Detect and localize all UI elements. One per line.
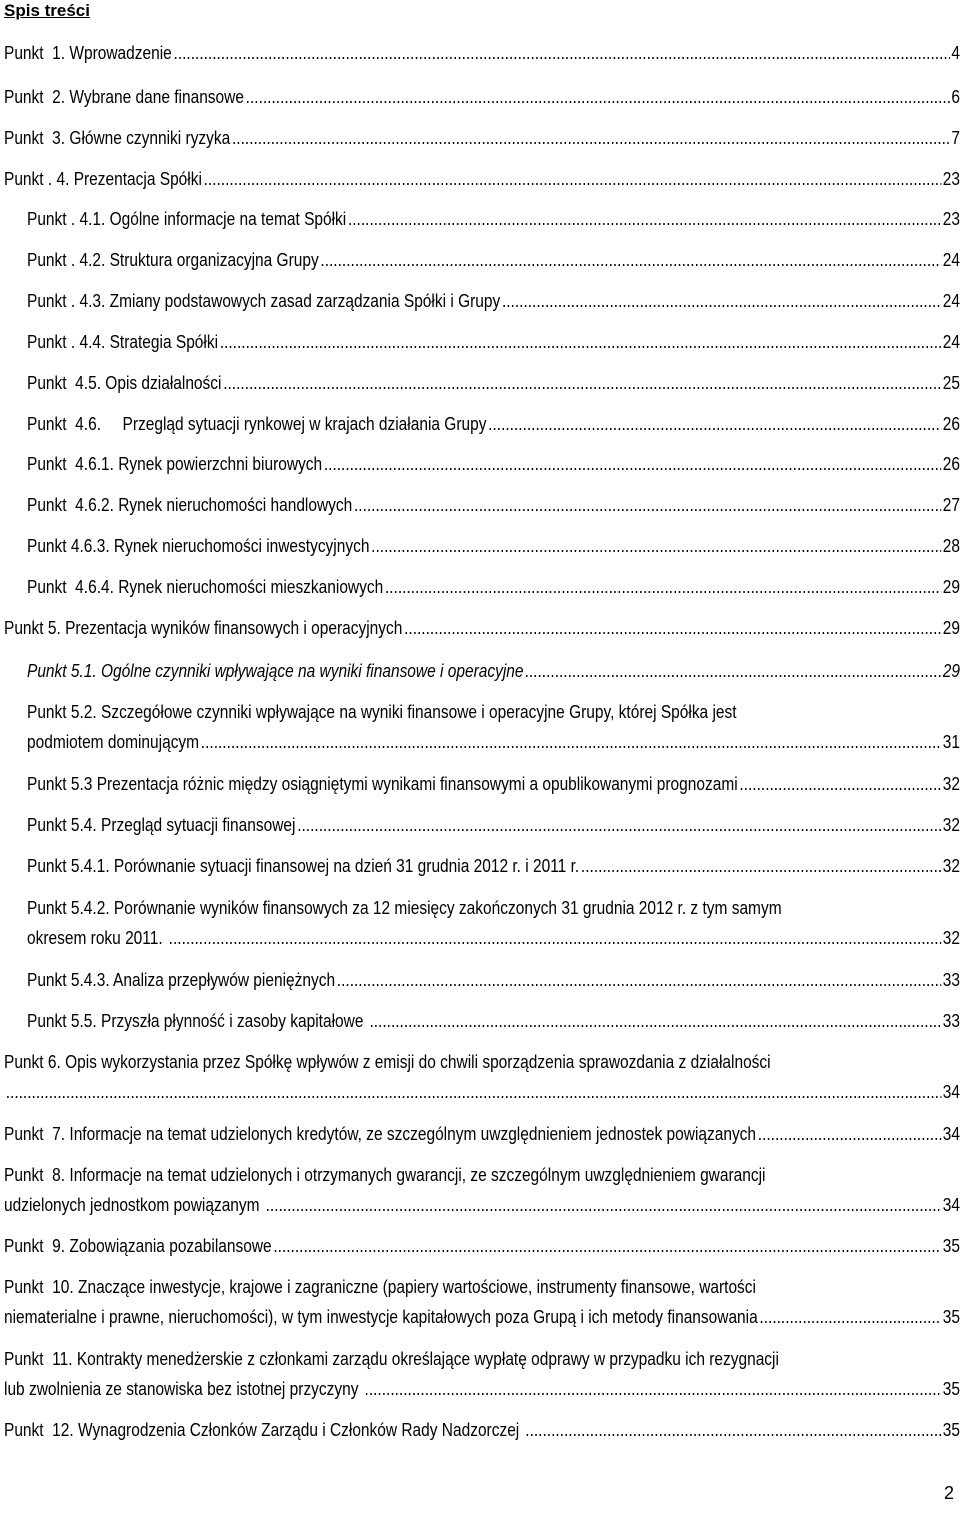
dot-leader xyxy=(502,286,941,316)
dot-leader xyxy=(337,965,941,995)
dot-leader xyxy=(348,204,941,234)
toc-page-number: 7 xyxy=(951,128,960,148)
toc-entry[interactable] xyxy=(27,204,960,234)
dot-leader xyxy=(404,613,941,643)
toc-entry[interactable] xyxy=(27,490,960,520)
toc-entry-title: Punkt 7. Informacje na temat udzielonych kredytów, ze szczególnym uwzględnieniem jednostek powiązanych xyxy=(4,1124,757,1144)
toc-page-number: 25 xyxy=(942,373,960,393)
toc-entry-title: Punkt 5.4. Przegląd sytuacji finansowej xyxy=(27,815,296,835)
toc-entry[interactable] xyxy=(4,123,960,153)
toc-page-number: 34 xyxy=(942,1195,960,1215)
toc-entry-title: Punkt 5.1. Ogólne czynniki wpływające na wyniki finansowe i operacyjne xyxy=(27,661,524,681)
toc-entry[interactable] xyxy=(27,893,960,953)
toc-entry[interactable] xyxy=(27,656,960,686)
dot-leader xyxy=(324,449,941,479)
toc-entry[interactable] xyxy=(4,1344,960,1404)
toc-entry[interactable] xyxy=(27,769,960,799)
toc-entry[interactable] xyxy=(4,38,960,68)
toc-entry-title: niematerialne i prawne, nieruchomości), w tym inwestycje kapitałowych poza Grupą i ich metody finansowania xyxy=(4,1307,758,1327)
toc-page-number: 34 xyxy=(942,1124,960,1144)
toc-page-number: 28 xyxy=(942,536,960,556)
page-number: 2 xyxy=(943,1483,954,1503)
toc-page-number: 34 xyxy=(942,1082,960,1102)
dot-leader xyxy=(385,572,941,602)
toc-page-number: 4 xyxy=(951,43,960,63)
toc-entry[interactable] xyxy=(4,1047,960,1107)
toc-entry-title: Punkt . 4.3. Zmiany podstawowych zasad zarządzania Spółki i Grupy xyxy=(27,291,501,311)
dot-leader xyxy=(204,164,941,194)
dot-leader xyxy=(525,1415,941,1445)
toc-entry[interactable] xyxy=(27,409,960,439)
dot-leader xyxy=(297,810,941,840)
toc-entry[interactable] xyxy=(27,327,960,357)
toc-page-number: 29 xyxy=(942,618,960,638)
toc-page-number: 33 xyxy=(942,970,960,990)
toc-entry-title: Punkt 5.2. Szczegółowe czynniki wpływające na wyniki finansowe i operacyjne Grupy, której Spółka jest xyxy=(27,702,737,722)
dot-leader xyxy=(273,1231,941,1261)
toc-page-number: 24 xyxy=(942,291,960,311)
toc-page-number: 6 xyxy=(951,87,960,107)
toc-entry-title: udzielonych jednostkom powiązanym xyxy=(4,1195,264,1215)
dot-leader xyxy=(201,727,941,757)
toc-entry-title: Punkt 2. Wybrane dane finansowe xyxy=(4,87,244,107)
toc-entry[interactable] xyxy=(4,82,960,112)
toc-page-number: 27 xyxy=(942,495,960,515)
dot-leader xyxy=(525,656,941,686)
toc-entry-title: Punkt 12. Wynagrodzenia Członków Zarządu i Członków Rady Nadzorczej xyxy=(4,1420,524,1440)
dot-leader xyxy=(488,409,941,439)
toc-entry-title: Punkt . 4.4. Strategia Spółki xyxy=(27,332,219,352)
toc-entry-title: Punkt 4.6. Przegląd sytuacji rynkowej w krajach działania Grupy xyxy=(27,414,487,434)
toc-page-number: 32 xyxy=(942,928,960,948)
toc-entry-title: Punkt 1. Wprowadzenie xyxy=(4,43,172,63)
dot-leader xyxy=(354,490,941,520)
dot-leader xyxy=(371,531,941,561)
toc-entry[interactable] xyxy=(4,1231,960,1261)
toc-entry-title: Punkt 5.5. Przyszła płynność i zasoby kapitałowe xyxy=(27,1011,368,1031)
toc-entry[interactable] xyxy=(4,1119,960,1149)
toc-page-number: 31 xyxy=(942,732,960,752)
toc-entry[interactable] xyxy=(27,449,960,479)
toc-entry-title: Punkt 4.5. Opis działalności xyxy=(27,373,222,393)
dot-leader xyxy=(365,1374,942,1404)
toc-entry-title: Punkt 8. Informacje na temat udzielonych i otrzymanych gwarancji, ze szczególnym uwzględnieniem gwarancji xyxy=(4,1165,766,1185)
toc-entry-title: Punkt 11. Kontrakty menedżerskie z członkami zarządu określające wypłatę odprawy w przypadku ich rezygnacji xyxy=(4,1349,779,1369)
dot-leader xyxy=(758,1119,941,1149)
toc-page-number: 32 xyxy=(942,856,960,876)
toc-page-number: 24 xyxy=(942,250,960,270)
toc-entry[interactable] xyxy=(27,1006,960,1036)
dot-leader xyxy=(369,1006,941,1036)
toc-entry[interactable] xyxy=(27,697,960,757)
dot-leader xyxy=(246,82,950,112)
toc-entry[interactable] xyxy=(27,851,960,881)
toc-entry-title: Punkt 4.6.4. Rynek nieruchomości mieszkaniowych xyxy=(27,577,384,597)
toc-entry-title: Punkt 4.6.3. Rynek nieruchomości inwestycyjnych xyxy=(27,536,370,556)
toc-entry-title: Punkt . 4.2. Struktura organizacyjna Grupy xyxy=(27,250,319,270)
toc-page-number: 23 xyxy=(942,209,960,229)
toc-entry[interactable] xyxy=(27,572,960,602)
dot-leader xyxy=(581,851,941,881)
toc-entry-title: Punkt 5.4.1. Porównanie sytuacji finansowej na dzień 31 grudnia 2012 r. i 2011 r. xyxy=(27,856,580,876)
dot-leader xyxy=(174,38,950,68)
dot-leader xyxy=(739,769,941,799)
toc-entry-title: podmiotem dominującym xyxy=(27,732,200,752)
toc-entry[interactable] xyxy=(4,1160,960,1220)
dot-leader xyxy=(6,1077,941,1107)
toc-entry-title: Punkt 3. Główne czynniki ryzyka xyxy=(4,128,231,148)
dot-leader xyxy=(223,368,941,398)
toc-entry-title: okresem roku 2011. xyxy=(27,928,167,948)
toc-page-number: 35 xyxy=(942,1379,960,1399)
toc-entry[interactable] xyxy=(4,613,960,643)
toc-entry[interactable] xyxy=(27,286,960,316)
toc-entry-title: Punkt 9. Zobowiązania pozabilansowe xyxy=(4,1236,272,1256)
toc-page-number: 26 xyxy=(942,414,960,434)
toc-entry[interactable] xyxy=(4,1415,960,1445)
toc-entry-title: Punkt . 4.1. Ogólne informacje na temat Spółki xyxy=(27,209,347,229)
toc-page-number: 35 xyxy=(942,1307,960,1327)
toc-entry[interactable] xyxy=(27,368,960,398)
toc-page-number: 33 xyxy=(942,1011,960,1031)
toc-entry[interactable] xyxy=(27,965,960,995)
toc-page-number: 32 xyxy=(942,815,960,835)
toc-entry-title: Punkt 5.4.2. Porównanie wyników finansowych za 12 miesięcy zakończonych 31 grudnia 2012 r. z tym samym xyxy=(27,898,782,918)
toc-page-number: 29 xyxy=(942,661,960,681)
toc-page-number: 32 xyxy=(942,774,960,794)
toc-page-number: 26 xyxy=(942,454,960,474)
dot-leader xyxy=(320,245,941,275)
dot-leader xyxy=(220,327,941,357)
toc-entry-title: Punkt 5.4.3. Analiza przepływów pieniężnych xyxy=(27,970,336,990)
toc-entry[interactable] xyxy=(27,531,960,561)
toc-entry-title: Punkt . 4. Prezentacja Spółki xyxy=(4,169,202,189)
dot-leader xyxy=(169,923,941,953)
toc-page-number: 35 xyxy=(942,1236,960,1256)
toc-entry-title: Punkt 5.3 Prezentacja różnic między osiągniętymi wynikami finansowymi a opublikowanymi prognozami xyxy=(27,774,738,794)
dot-leader xyxy=(759,1302,941,1332)
toc-entry-title: Punkt 5. Prezentacja wyników finansowych i operacyjnych xyxy=(4,618,403,638)
toc-entry-title: Punkt 4.6.2. Rynek nieruchomości handlowych xyxy=(27,495,353,515)
toc-entry[interactable] xyxy=(27,810,960,840)
toc-page-number: 35 xyxy=(942,1420,960,1440)
toc-entry[interactable] xyxy=(27,245,960,275)
toc-entry-title: Punkt 10. Znaczące inwestycje, krajowe i zagraniczne (papiery wartościowe, instrumenty finansowe, wartości xyxy=(4,1277,756,1297)
toc-entry[interactable] xyxy=(4,164,960,194)
toc-entry[interactable] xyxy=(4,1272,960,1332)
toc-heading: Spis treści xyxy=(4,1,90,20)
toc-entry-title: Punkt 4.6.1. Rynek powierzchni biurowych xyxy=(27,454,323,474)
toc-page-number: 23 xyxy=(942,169,960,189)
dot-leader xyxy=(232,123,950,153)
toc-entry-title: lub zwolnienia ze stanowiska bez istotnej przyczyny xyxy=(4,1379,363,1399)
toc-page-number: 29 xyxy=(942,577,960,597)
dot-leader xyxy=(266,1190,941,1220)
toc-page-number: 24 xyxy=(942,332,960,352)
toc-entry-title: Punkt 6. Opis wykorzystania przez Spółkę wpływów z emisji do chwili sporządzenia sprawozdania z działalności xyxy=(4,1052,771,1072)
